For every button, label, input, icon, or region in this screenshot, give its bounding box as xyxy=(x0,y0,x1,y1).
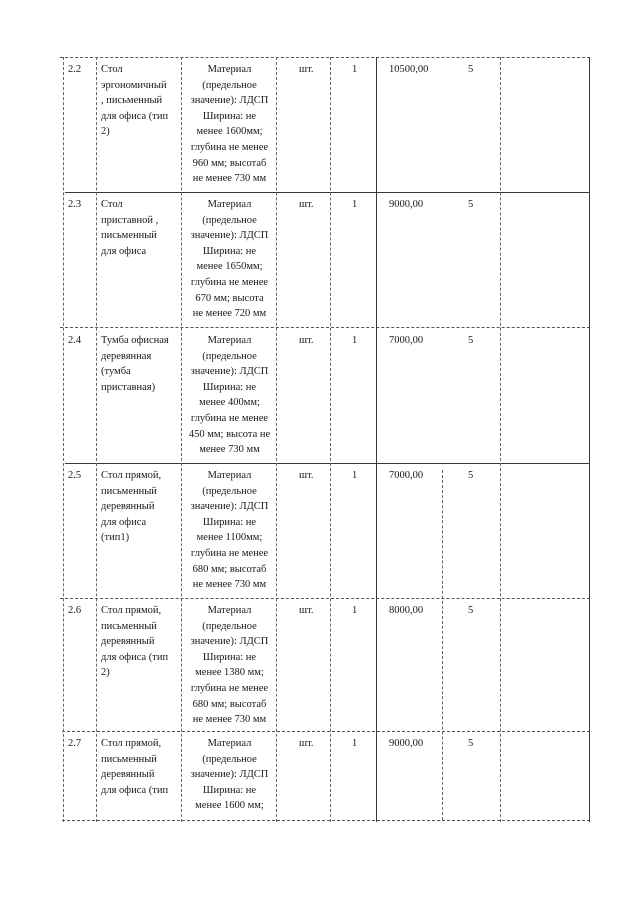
item-description-line: менее 1650мм; xyxy=(196,261,263,273)
row-separator xyxy=(65,463,590,464)
row-number: 2.7 xyxy=(68,738,82,749)
item-description-line: Материал xyxy=(207,199,252,210)
item-description xyxy=(183,333,276,458)
item-description-line: не менее 730 мм xyxy=(192,579,267,591)
item-description xyxy=(183,197,276,322)
item-count: 5 xyxy=(468,738,474,749)
item-quantity: 1 xyxy=(352,199,358,210)
item-description-line: Ширина: не xyxy=(202,110,257,122)
item-description-line: менее 400мм; xyxy=(199,397,260,409)
item-description xyxy=(183,62,276,187)
item-name-line: эргономичный xyxy=(101,79,167,91)
item-price: 10500,00 xyxy=(389,64,429,75)
item-description-line: глубина не менее xyxy=(190,547,269,559)
row-number: 2.5 xyxy=(68,470,82,481)
item-name-line: 2) xyxy=(101,126,110,138)
column-border xyxy=(330,57,331,822)
item-name-line: деревянный xyxy=(101,769,155,781)
item-name xyxy=(101,62,181,140)
item-unit: шт. xyxy=(299,335,314,346)
item-quantity: 1 xyxy=(352,605,358,616)
item-price: 9000,00 xyxy=(389,199,424,210)
item-name-line: Стол xyxy=(101,199,123,210)
item-price: 7000,00 xyxy=(389,470,424,481)
item-description-line: менее 730 мм xyxy=(199,444,260,456)
item-description-line: не менее 730 мм xyxy=(192,714,267,726)
item-description-line: Материал xyxy=(207,738,252,749)
item-description-line: Материал xyxy=(207,335,252,346)
item-description-line: Ширина: не xyxy=(202,651,257,663)
item-description-line: (предельное xyxy=(202,620,257,632)
item-name xyxy=(101,736,181,798)
column-border xyxy=(96,57,97,822)
item-description-line: значение): ЛДСП xyxy=(190,636,269,648)
item-description-line: значение): ЛДСП xyxy=(190,230,269,242)
item-description-line: значение): ЛДСП xyxy=(190,769,269,781)
item-name-line: Стол xyxy=(101,64,123,75)
column-border xyxy=(276,57,277,822)
item-description-line: глубина не менее xyxy=(190,141,269,153)
row-number: 2.2 xyxy=(68,64,82,75)
column-border-left xyxy=(63,57,64,822)
item-description-line: 680 мм; высотаб xyxy=(192,563,267,575)
item-description-line: не менее 720 мм xyxy=(192,308,267,320)
item-description-line: Материал xyxy=(207,64,252,75)
item-count: 5 xyxy=(468,199,474,210)
row-separator xyxy=(62,731,590,732)
item-description-line: 450 мм; высота не xyxy=(188,428,271,440)
item-count: 5 xyxy=(468,64,474,75)
item-unit: шт. xyxy=(299,199,314,210)
item-name-line: для офиса xyxy=(101,245,147,257)
item-description-line: (предельное xyxy=(202,753,257,765)
item-name-line: приставная) xyxy=(101,381,156,393)
item-description-line: 670 мм; высота xyxy=(195,292,264,304)
item-name-line: Тумба офисная xyxy=(101,335,169,346)
item-name-line: , письменный xyxy=(101,95,163,107)
item-description-line: глубина не менее xyxy=(190,276,269,288)
item-count: 5 xyxy=(468,470,474,481)
item-description-line: (предельное xyxy=(202,485,257,497)
column-border xyxy=(442,470,443,820)
item-name-line: для офиса xyxy=(101,516,147,528)
item-description-line: 960 мм; высотаб xyxy=(192,157,267,169)
column-border xyxy=(376,57,377,822)
item-description xyxy=(183,736,276,814)
item-description xyxy=(183,468,276,593)
item-unit: шт. xyxy=(299,64,314,75)
item-description-line: Материал xyxy=(207,605,252,616)
item-description-line: 680 мм; высотаб xyxy=(192,698,267,710)
item-name-line: письменный xyxy=(101,620,157,632)
item-description-line: менее 1380 мм; xyxy=(195,667,264,679)
item-name-line: деревянная xyxy=(101,350,152,362)
item-description-line: значение): ЛДСП xyxy=(190,366,269,378)
item-name-line: (тип1) xyxy=(101,532,130,544)
item-description xyxy=(183,603,276,728)
row-number: 2.6 xyxy=(68,605,82,616)
item-description-line: Ширина: не xyxy=(202,381,257,393)
table-bottom-border xyxy=(62,820,590,821)
item-name-line: для офиса (тип xyxy=(101,784,169,796)
row-separator xyxy=(60,327,590,328)
item-name-line: приставной , xyxy=(101,214,159,226)
row-number: 2.4 xyxy=(68,335,82,346)
item-name-line: Стол прямой, xyxy=(101,605,162,616)
item-quantity: 1 xyxy=(352,470,358,481)
item-name-line: деревянный xyxy=(101,636,155,648)
row-separator xyxy=(65,192,590,193)
item-name xyxy=(101,603,181,681)
item-description-line: Материал xyxy=(207,470,252,481)
item-price: 9000,00 xyxy=(389,738,424,749)
item-quantity: 1 xyxy=(352,64,358,75)
item-name-line: 2) xyxy=(101,667,110,679)
item-description-line: не менее 730 мм xyxy=(192,173,267,185)
item-description-line: глубина не менее xyxy=(190,682,269,694)
item-description-line: Ширина: не xyxy=(202,245,257,257)
item-unit: шт. xyxy=(299,605,314,616)
item-description-line: Ширина: не xyxy=(202,516,257,528)
item-count: 5 xyxy=(468,335,474,346)
item-description-line: менее 1600 мм; xyxy=(195,800,264,812)
item-description-line: Ширина: не xyxy=(202,784,257,796)
item-description-line: менее 1100мм; xyxy=(196,532,263,544)
item-name-line: деревянный xyxy=(101,501,155,513)
item-description-line: значение): ЛДСП xyxy=(190,95,269,107)
item-name-line: (тумба xyxy=(101,366,131,378)
item-description-line: глубина не менее xyxy=(190,412,269,424)
item-quantity: 1 xyxy=(352,335,358,346)
column-border-right xyxy=(589,57,590,822)
item-name-line: письменный xyxy=(101,230,157,242)
table-top-border xyxy=(60,57,590,58)
row-number: 2.3 xyxy=(68,199,82,210)
item-description-line: (предельное xyxy=(202,214,257,226)
item-name-line: для офиса (тип xyxy=(101,651,169,663)
column-border xyxy=(500,57,501,822)
item-name xyxy=(101,468,181,546)
item-name xyxy=(101,333,181,395)
item-quantity: 1 xyxy=(352,738,358,749)
row-separator xyxy=(60,598,590,599)
item-price: 8000,00 xyxy=(389,605,424,616)
item-name-line: письменный xyxy=(101,753,157,765)
item-price: 7000,00 xyxy=(389,335,424,346)
item-name-line: для офиса (тип xyxy=(101,110,169,122)
item-description-line: значение): ЛДСП xyxy=(190,501,269,513)
item-unit: шт. xyxy=(299,470,314,481)
item-description-line: (предельное xyxy=(202,79,257,91)
item-name xyxy=(101,197,181,259)
column-border xyxy=(181,57,182,822)
item-description-line: (предельное xyxy=(202,350,257,362)
item-description-line: менее 1600мм; xyxy=(196,126,263,138)
item-name-line: письменный xyxy=(101,485,157,497)
item-name-line: Стол прямой, xyxy=(101,470,162,481)
item-unit: шт. xyxy=(299,738,314,749)
item-name-line: Стол прямой, xyxy=(101,738,162,749)
item-count: 5 xyxy=(468,605,474,616)
